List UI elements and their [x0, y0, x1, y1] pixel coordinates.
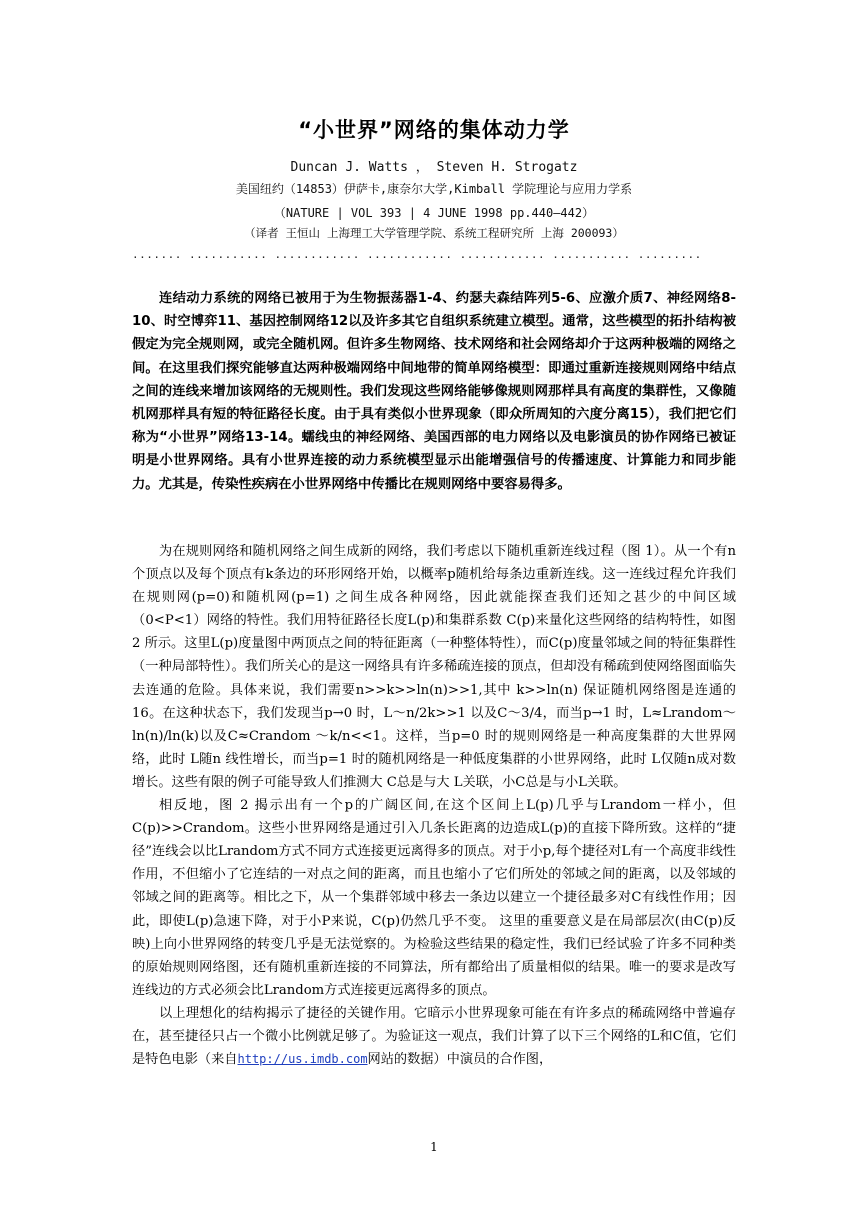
citation: （NATURE | VOL 393 | 4 JUNE 1998 pp.440—442）	[273, 206, 595, 220]
paragraph-3-tail: 网站的数据）中演员的合作图，	[367, 1052, 553, 1068]
abstract: 连结动力系统的网络已被用于为生物振荡器1-4、约瑟夫森结阵列5-6、应激介质7、神经网络8-10、时空博弈11、基因控制网络12以及许多其它自组织系统建立模型。通常，这些模型的拓扑结构被假定为完全规则网，或完全随机网。但许多生物网络、技术网络和社会网络却介于这两种极端的网络之间。在这里我们探究能够直达两种极端网络中间地带的简单网络模型：即通过重新连接规则网络中结点之间的连线来增加该网络的无规则性。我们发现这些网络能够像规则网那样具有高度的集群性，又像随机网那样具有短的特征路径长度。由于具有类似小世界现象（即众所周知的六度分离15），我们把它们称为“小世界”网络13-14。蠕线虫的神经网络、美国西部的电力网络以及电影演员的协作网络已被证明是小世界网络。具有小世界连接的动力系统模型显示出能增强信号的传播速度、计算能力和同步能力。尤其是，传染性疾病在小世界网络中传播比在规则网络中要容易得多。	[132, 291, 736, 492]
paragraph-2: 相反地，图 2 揭示出有一个p的广阔区间,在这个区间上L(p)几乎与Lrandom一样小，但C(p)>>Crandom。这些小世界网络是通过引入几条长距离的边造成L(p)的直接下降所致。这样的“捷径”连线会以比Lrandom方式不同方式连接更远离得多的顶点。对于小p,每个捷径对L有一个高度非线性作用，不但缩小了它连结的一对点之间的距离，而且也缩小了它们所处的邻域之间的距离，以及邻域的邻域之间的距离等。相比之下，从一个集群邻域中移去一条边以建立一个捷径最多对C有线性作用；因此，即使L(p)急速下降，对于小P来说，C(p)仍然几乎不变。 这里的重要意义是在局部层次(由C(p)反映)上向小世界网络的转变几乎是无法觉察的。为检验这些结果的稳定性，我们已经试验了许多不同种类的原始规则网络图，还有随机重新连接的不同算法，所有都给出了质量相似的结果。唯一的要求是改写连线边的方式必须会比Lrandom方式连接更远离得多的顶点。	[132, 798, 736, 998]
imdb-link[interactable]: http://us.imdb.com	[237, 1052, 368, 1067]
authors: Duncan J. Watts ， Steven H. Strogatz	[290, 160, 578, 175]
affiliation: 美国纽约（14853）伊萨卡,康奈尔大学,Kimball 学院理论与应用力学系	[235, 182, 633, 196]
body-text	[132, 540, 736, 1071]
page-number: 1	[430, 1140, 438, 1154]
paper-title: “小世界”网络的集体动力学	[298, 118, 570, 142]
paragraph-3-text: 以上理想化的结构揭示了捷径的关键作用。它暗示小世界现象可能在有许多点的稀疏网络中普遍存在，甚至捷径只占一个微小比例就足够了。为验证这一观点，我们计算了以下三个网络的L和C值，它们是特色电影（来自	[132, 1005, 736, 1068]
translator-note: （译者 王恒山 上海理工大学管理学院、系统工程研究所 上海 200093）	[244, 226, 624, 240]
paragraph-1: 为在规则网络和随机网络之间生成新的网络，我们考虑以下随机重新连线过程（图 1）。从一个有n个顶点以及每个顶点有k条边的环形网络开始，以概率p随机给每条边重新连线。这一连线过程允许我们在规则网(p=0)和随机网(p=1) 之间生成各种网络，因此就能探查我们还知之甚少的中间区域（0<P<1）网络的特性。我们用特征路径长度L(p)和集群系数 C(p)来量化这些网络的结构特性，如图 2 所示。这里L(p)度量图中两顶点之间的特征距离（一种整体特性），而C(p)度量邻域之间的特征集群性（一种局部特性）。我们所关心的是这一网络具有许多稀疏连接的顶点，但却没有稀疏到使网络图面临失去连通的危险。具体来说，我们需要n>>k>>ln(n)>>1,其中 k>>ln(n) 保证随机网络图是连通的16。在这种状态下，我们发现当p→0 时，L～n/2k>>1 以及C～3/4，而当p→1 时，L≈Lrandom～ln(n)/ln(k)以及C≈Crandom ～k/n<<1。这样，当p=0 时的规则网络是一种高度集群的大世界网络，此时 L随n 线性增长，而当p=1 时的随机网络是一种低度集群的小世界网络，此时 L仅随n成对数增长。这些有限的例子可能导致人们推测大 C总是与大 L关联，小C总是与小L关联。	[132, 544, 736, 790]
paragraph-3	[132, 1002, 736, 1071]
separator-line: ....... ........... ............ ............ ............ ........... .........	[132, 248, 702, 261]
